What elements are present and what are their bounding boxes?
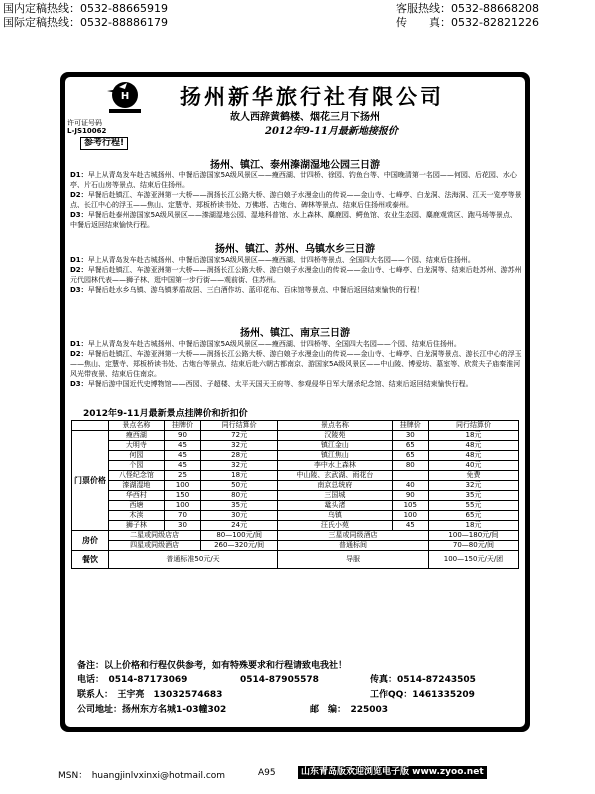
- hotel-price: 260—320元/间: [201, 541, 278, 551]
- day-text: 早上从青岛发车赴古城扬州、中餐后游国家5A级风景区——瘦西湖、廿四桥、徐园、钓鱼台等、中国晚清第一名园——何园、后花园、水心亭、片石山房等景点、结束后住扬州。: [70, 171, 517, 189]
- price-cell: 72元: [201, 431, 278, 441]
- flyer-content: [65, 77, 525, 727]
- day-text: 早上从青岛发车赴古城扬州、中餐后游国家5A级风景区——瘦西湖、廿四桥等景点、全国四大名园——个园、结束后住扬州。: [87, 256, 475, 264]
- itinerary-days: [70, 339, 522, 405]
- day-text: 早餐后赴镇江、车游亚洲第一大桥——润扬长江公路大桥、游白娘子水漫金山的传说——金山寺、七峰亭、白龙洞、法海洞、江天一览亭等景点、长江中心的浮玉——焦山、定慧寺、郑板桥读书处、万佛塔、古炮台、碑林等景点、结束后住扬州或泰州。: [70, 191, 522, 209]
- price-cell: 30: [392, 431, 428, 441]
- license-number: L-JS10062: [67, 127, 107, 135]
- price-table: [71, 420, 519, 569]
- day-text: 早上从青岛发车赴古城扬州、中餐后游国家5A级风景区——瘦西湖、廿四桥等、全国四大名园——个园、结束后住扬州。: [87, 340, 461, 348]
- international-hotline: 国际定稿热线：0532-88886179: [3, 16, 168, 29]
- day-label: D3：: [70, 211, 88, 219]
- contact-phone-2: 0514-87905578: [240, 675, 319, 685]
- attraction-name: 镇江金山: [278, 441, 393, 451]
- attraction-name: 鼋头渚: [278, 501, 393, 511]
- price-cell: 45: [392, 521, 428, 531]
- license-label: 许可证号码: [67, 119, 102, 127]
- price-cell: 18元: [428, 431, 518, 441]
- company-name: 扬州新华旅行社有限公司: [180, 85, 444, 109]
- hotel-type: 三星或同级酒店: [278, 531, 429, 541]
- attraction-name: 瘦西湖: [109, 431, 165, 441]
- attraction-name: 李中水上森林: [278, 461, 393, 471]
- attraction-name: 个园: [109, 461, 165, 471]
- itinerary-day: [70, 255, 522, 265]
- day-label: D1：: [70, 340, 88, 348]
- price-cell: 40元: [428, 461, 518, 471]
- fax-line: 传 真：0532-82821226: [396, 16, 539, 29]
- table-row: [72, 491, 519, 501]
- column-header: 景点名称: [109, 421, 165, 431]
- price-table-title: 2012年9-11月最新景点挂牌价和折扣价: [83, 409, 248, 419]
- price-cell: 28元: [201, 451, 278, 461]
- day-label: D3：: [70, 286, 88, 294]
- itinerary-day: [70, 210, 522, 230]
- itinerary-title: 扬州、镇江、泰州溱湖湿地公园三日游: [210, 160, 380, 171]
- attraction-name: 西塘: [109, 501, 165, 511]
- attraction-name: 狮子林: [109, 521, 165, 531]
- price-period-heading: 2012年9-11月最新地接报价: [265, 126, 398, 137]
- column-header: 同行结算价: [428, 421, 518, 431]
- price-cell: 30元: [201, 511, 278, 521]
- attraction-name: 三国城: [278, 491, 393, 501]
- column-header: 挂牌价: [164, 421, 200, 431]
- day-text: 早餐后赴镇江、车游亚洲第一大桥——润扬长江公路大桥、游白娘子水漫金山的传说——金山寺、七峰亭、白龙洞等景点、游长江中心的浮玉——焦山、定慧寺、郑板桥读书处、古炮台等景点、结束后赴六朝古都南京、游国家5A级风景区——中山陵、博爱坊、墓室等、欣赏夫子庙秦淮河风光带夜景、结束后住南京。: [70, 350, 522, 378]
- price-cell: 100: [392, 511, 428, 521]
- price-cell: 90: [392, 491, 428, 501]
- table-row: [72, 511, 519, 521]
- column-header: 挂牌价: [392, 421, 428, 431]
- price-cell: 40: [392, 481, 428, 491]
- price-cell: 32元: [201, 461, 278, 471]
- company-logo-icon: [105, 79, 143, 115]
- page-number: A95: [258, 768, 276, 778]
- price-cell: 45: [164, 451, 200, 461]
- category-cell: [72, 421, 109, 431]
- room-category-label: 房价: [72, 531, 109, 551]
- attraction-name: 溱湖湿地: [109, 481, 165, 491]
- price-cell: 105: [392, 501, 428, 511]
- price-cell: 32元: [201, 441, 278, 451]
- day-label: D1：: [70, 256, 88, 264]
- table-row: [72, 501, 519, 511]
- price-cell: 18元: [428, 521, 518, 531]
- attraction-name: 木渎: [109, 511, 165, 521]
- table-row: [72, 461, 519, 471]
- price-cell: 70: [164, 511, 200, 521]
- attraction-name: 中山陵、玄武湖、雨花台: [278, 471, 393, 481]
- attraction-name: 汪氏小苑: [278, 521, 393, 531]
- table-row: [72, 521, 519, 531]
- hotel-price: 70—80元/间: [428, 541, 518, 551]
- itinerary-day: [70, 190, 522, 210]
- attraction-name: 汉陵苑: [278, 431, 393, 441]
- day-text: 早餐后赴水乡乌镇、游乌镇茅盾故居、三白酒作坊、蓝印花布、百床馆等景点、中餐后返回结束愉快的行程！: [87, 286, 424, 294]
- price-cell: 25: [164, 471, 200, 481]
- itinerary-day: [70, 285, 522, 295]
- contact-phone: 电话： 0514-87173069: [77, 675, 188, 685]
- price-cell: 65: [392, 441, 428, 451]
- price-cell: 45: [164, 461, 200, 471]
- guide-price: 100—150元/天/团: [428, 551, 518, 569]
- day-label: D3：: [70, 380, 88, 388]
- price-cell: 55元: [428, 501, 518, 511]
- price-cell: 32元: [428, 481, 518, 491]
- table-header-row: [72, 421, 519, 431]
- table-row: [72, 441, 519, 451]
- ticket-category-label: 门票价格: [72, 431, 109, 531]
- footer-note: 备注：以上价格和行程仅供参考，如有特殊要求和行程请致电我社！: [77, 661, 348, 671]
- room-row: [72, 531, 519, 541]
- edition-banner: 山东青岛版欢迎浏览电子版 www.zyoo.net: [298, 766, 487, 779]
- table-row: [72, 471, 519, 481]
- price-cell: 35元: [428, 491, 518, 501]
- postcode: 邮 编： 225003: [310, 705, 389, 715]
- itinerary-day: [70, 379, 522, 389]
- table-row: [72, 451, 519, 461]
- day-label: D2：: [70, 191, 88, 199]
- column-header: 景点名称: [278, 421, 393, 431]
- attraction-name: 八怪纪念馆: [109, 471, 165, 481]
- itinerary-day: [70, 265, 522, 285]
- day-label: D1：: [70, 171, 88, 179]
- attraction-name: 镇江焦山: [278, 451, 393, 461]
- itinerary-day: [70, 339, 522, 349]
- hotel-price: 80—100元/间: [201, 531, 278, 541]
- price-cell: 30: [164, 521, 200, 531]
- itinerary-days: [70, 170, 522, 242]
- price-cell: 100: [164, 481, 200, 491]
- price-cell: [392, 471, 428, 481]
- table-row: [72, 481, 519, 491]
- itinerary-title: 扬州、镇江、苏州、乌镇水乡三日游: [215, 244, 375, 255]
- day-text: 早餐后赴泰州游国家5A级风景区——溱湖湿地公园、湿地科普馆、水上森林、麋鹿园、鳄鱼馆、农业生态园、麋鹿观赏区、跑马场等景点、中餐后返回结束愉快行程。: [70, 211, 517, 229]
- attraction-name: 何园: [109, 451, 165, 461]
- attraction-name: 南京总统府: [278, 481, 393, 491]
- day-label: D2：: [70, 266, 88, 274]
- reference-itinerary-tag: 参考行程!: [80, 137, 128, 150]
- hotel-type: 二星或同级店店: [109, 531, 201, 541]
- attraction-name: 华西村: [109, 491, 165, 501]
- price-cell: 80: [392, 461, 428, 471]
- column-header: 同行结算价: [201, 421, 278, 431]
- itinerary-day: [70, 349, 522, 379]
- price-cell: 48元: [428, 441, 518, 451]
- contact-qq: 工作QQ：1461335209: [370, 690, 475, 700]
- price-cell: 48元: [428, 451, 518, 461]
- itinerary-title: 扬州、镇江、南京三日游: [240, 328, 350, 339]
- price-cell: 65: [392, 451, 428, 461]
- price-cell: 45: [164, 441, 200, 451]
- price-cell: 50元: [201, 481, 278, 491]
- price-cell: 18元: [201, 471, 278, 481]
- meal-category-label: 餐饮: [72, 551, 109, 569]
- price-cell: 24元: [201, 521, 278, 531]
- service-hotline: 客服热线：0532-88668208: [396, 2, 539, 15]
- day-text: 早餐后赴镇江、车游亚洲第一大桥——润扬长江公路大桥、游白娘子水漫金山的传说——金山寺、七峰亭、白龙洞等、结束后赴苏州、游苏州元代园林代表——狮子林、逛中国第一步行街——观前街、住苏州。: [70, 266, 522, 284]
- hotel-type: 四星或同级酒店: [109, 541, 201, 551]
- attraction-name: 乌镇: [278, 511, 393, 521]
- price-cell: 90: [164, 431, 200, 441]
- meal-row: [72, 551, 519, 569]
- itinerary-days: [70, 255, 522, 317]
- domestic-hotline: 国内定稿热线：0532-88665919: [3, 2, 168, 15]
- room-row: [72, 541, 519, 551]
- price-cell: 100: [164, 501, 200, 511]
- price-cell: 80元: [201, 491, 278, 501]
- svg-text:H: H: [120, 91, 130, 102]
- day-text: 早餐后游中国近代史博物馆——西园、子超楼、太平天国天王府等、参观侵华日军大屠杀纪念馆、结束后返回结束愉快行程。: [87, 380, 473, 388]
- day-label: D2：: [70, 350, 88, 358]
- slogan: 故人西辞黄鹤楼、烟花三月下扬州: [230, 112, 380, 123]
- contact-fax: 传真：0514-87243505: [370, 675, 476, 685]
- company-address: 公司地址：扬州东方名城1-03幢302: [77, 705, 227, 715]
- price-cell: 65元: [428, 511, 518, 521]
- itinerary-day: [70, 170, 522, 190]
- price-cell: 35元: [201, 501, 278, 511]
- table-row: [72, 431, 519, 441]
- meal-price: 普通标准50元/天: [109, 551, 278, 569]
- contact-person: 联系人： 王宇亮 13032574683: [77, 690, 223, 700]
- guide-label: 导服: [278, 551, 429, 569]
- price-cell: 免费: [428, 471, 518, 481]
- price-cell: 150: [164, 491, 200, 501]
- hotel-price: 100—180元/间: [428, 531, 518, 541]
- hotel-type: 普通标间: [278, 541, 429, 551]
- msn-contact: MSN： huangjinlvxinxi@hotmail.com: [58, 771, 226, 781]
- attraction-name: 大明寺: [109, 441, 165, 451]
